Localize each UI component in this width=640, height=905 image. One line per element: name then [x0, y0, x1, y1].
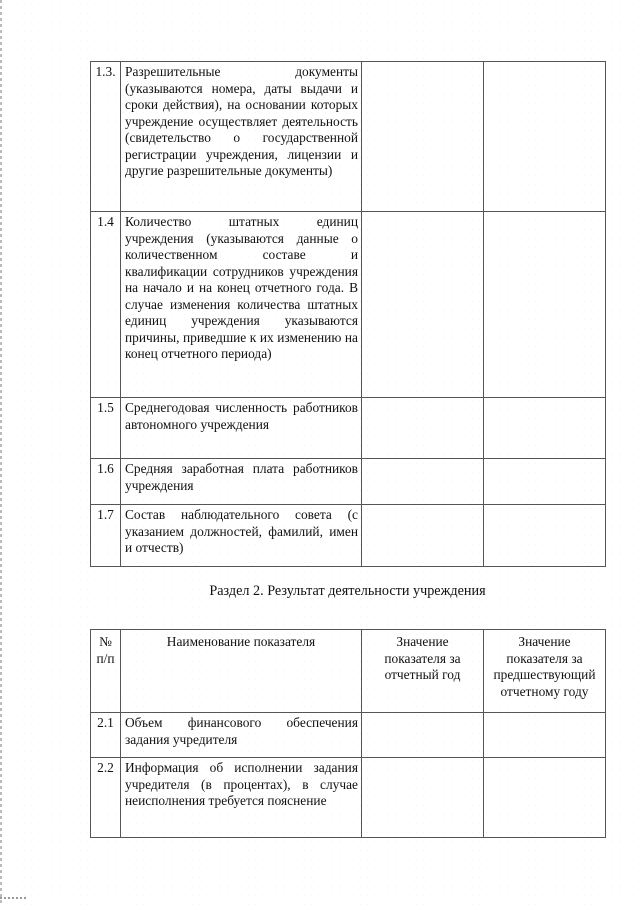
- row-number: 1.6: [91, 459, 121, 505]
- column-header-previous: Значение показателя за предшествующий отчетному году: [484, 630, 606, 713]
- table-row: [91, 398, 606, 459]
- row-number: 2.1: [91, 713, 121, 758]
- value-previous-cell: [484, 398, 606, 459]
- value-current-cell: [362, 212, 484, 398]
- value-previous-cell: [484, 459, 606, 505]
- table-row: [91, 459, 606, 505]
- row-number: 1.4: [91, 212, 121, 398]
- scan-left-edge: [0, 0, 2, 905]
- table-row: [91, 758, 606, 838]
- table-row: [91, 505, 606, 567]
- column-header-number: № п/п: [91, 630, 121, 713]
- indicator-name: Количество штатных единиц учреждения (указываются данные о количественном составе и квалификации сотрудников учреждения на начало и на конец отчетного года. В случае изменения количества штатных единиц учреждения указываются причины, приведшие к их изменению на конец отчетного периода): [121, 212, 362, 398]
- row-number: 2.2: [91, 758, 121, 838]
- column-header-name: Наименование показателя: [121, 630, 362, 713]
- value-previous-cell: [484, 505, 606, 567]
- indicator-name: Состав наблюдательного совета (с указанием должностей, фамилий, имен и отчеств): [121, 505, 362, 567]
- value-current-cell: [362, 713, 484, 758]
- scan-bottom-mark: [0, 897, 26, 899]
- value-current-cell: [362, 758, 484, 838]
- table-row: [91, 713, 606, 758]
- value-previous-cell: [484, 212, 606, 398]
- value-current-cell: [362, 398, 484, 459]
- value-previous-cell: [484, 713, 606, 758]
- indicator-name: Средняя заработная плата работников учреждения: [121, 459, 362, 505]
- value-current-cell: [362, 459, 484, 505]
- column-header-current: Значение показателя за отчетный год: [362, 630, 484, 713]
- report-table-section-1: [90, 61, 606, 567]
- row-number: 1.7: [91, 505, 121, 567]
- value-current-cell: [362, 62, 484, 212]
- indicator-name: Объем финансового обеспечения задания учредителя: [121, 713, 362, 758]
- table-row: [91, 62, 606, 212]
- table-header-row: [91, 630, 606, 713]
- row-number: 1.3.: [91, 62, 121, 212]
- report-table-section-2: [90, 629, 606, 838]
- indicator-name: Разрешительные документы (указываются номера, даты выдачи и сроки действия), на основании которых учреждение осуществляет деятельность (свидетельство о государственной регистрации учреждения, лицензии и другие разрешительные документы): [121, 62, 362, 212]
- table-row: [91, 212, 606, 398]
- value-current-cell: [362, 505, 484, 567]
- indicator-name: Среднегодовая численность работников автономного учреждения: [121, 398, 362, 459]
- indicator-name: Информация об исполнении задания учредителя (в процентах), в случае неисполнения требуется пояснение: [121, 758, 362, 838]
- value-previous-cell: [484, 758, 606, 838]
- row-number: 1.5: [91, 398, 121, 459]
- section-title: Раздел 2. Результат деятельности учреждения: [209, 583, 486, 599]
- value-previous-cell: [484, 62, 606, 212]
